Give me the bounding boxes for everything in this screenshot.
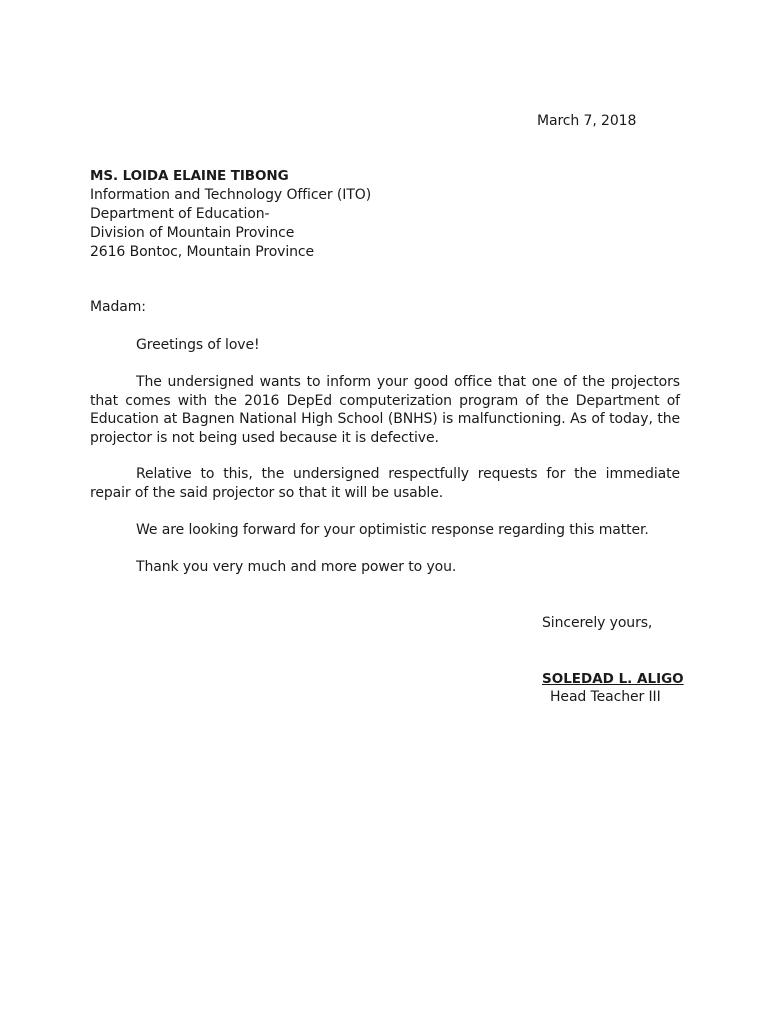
body-paragraph-3: We are looking forward for your optimistic response regarding this matter. [136,522,649,538]
letter-date: March 7, 2018 [537,113,637,129]
body-paragraph-1: The undersigned wants to inform your good office that one of the projectors that comes with the 2016 DepEd computerization program of the Department of Education at Bagnen National High School (BNHS) is malfunctioning. As of today, the projector is not being used because it is defective. [90,374,680,446]
recipient-position: Information and Technology Officer (ITO) [90,187,372,203]
recipient-department: Department of Education- [90,206,270,222]
recipient-address: 2616 Bontoc, Mountain Province [90,244,315,260]
greeting: Greetings of love! [136,337,260,353]
recipient-division: Division of Mountain Province [90,225,295,241]
closing: Sincerely yours, [542,615,653,631]
body-paragraph-4: Thank you very much and more power to you. [136,559,457,575]
signer-name: SOLEDAD L. ALIGO [542,671,684,687]
recipient-name: MS. LOIDA ELAINE TIBONG [90,168,289,184]
body-paragraph-2: Relative to this, the undersigned respectfully requests for the immediate repair of the said projector so that it will be usable. [90,466,680,501]
salutation: Madam: [90,299,146,315]
recipient-block [90,167,371,262]
signer-title: Head Teacher III [550,689,661,705]
